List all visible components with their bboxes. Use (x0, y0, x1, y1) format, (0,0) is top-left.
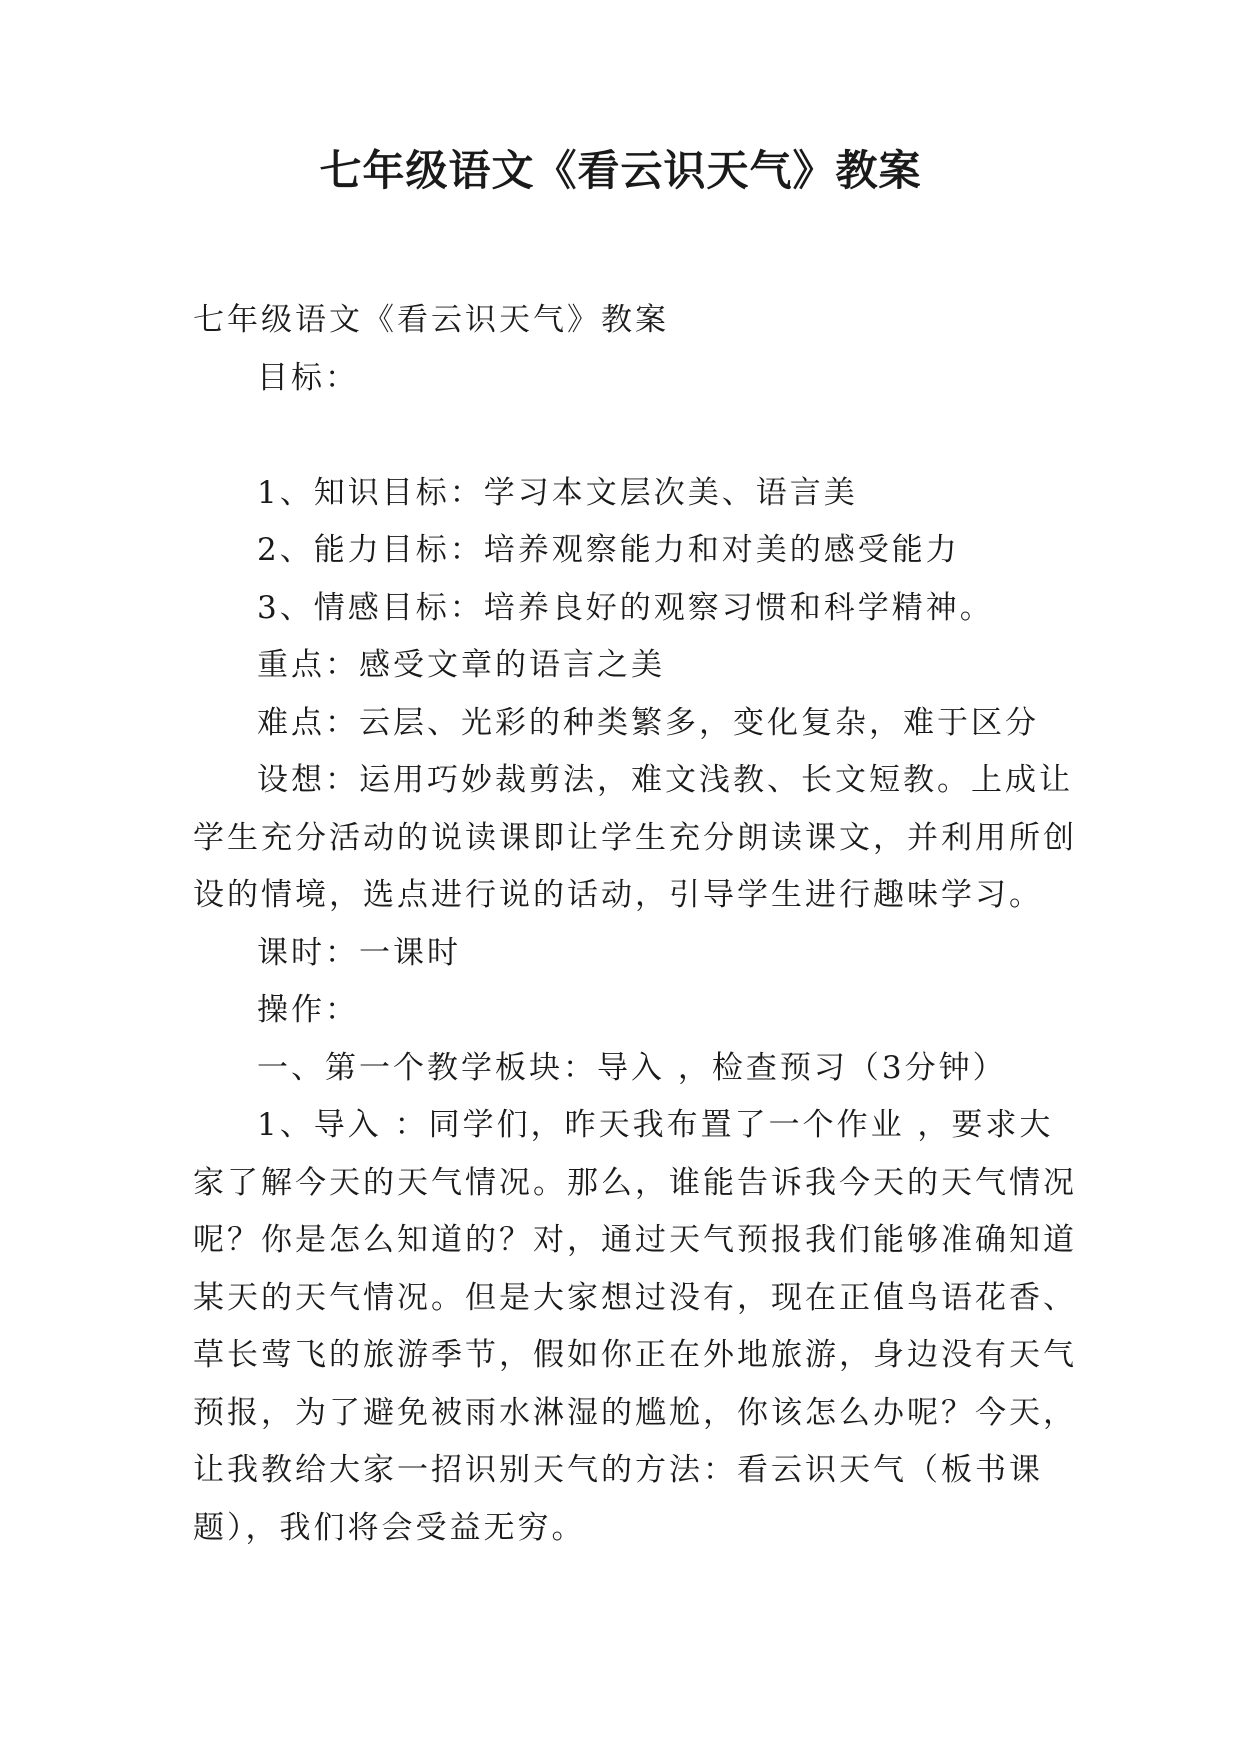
doc-line-operation: 操作： (257, 992, 359, 1028)
doc-line-goal-emotion: 3、情感目标：培养良好的观察习惯和科学精神。 (257, 589, 994, 626)
doc-line-intro-cont-4: 草长莺飞的旅游季节，假如你正在外地旅游，身边没有天气 (193, 1337, 1077, 1373)
doc-line-goal-ability: 2、能力目标：培养观察能力和对美的感受能力 (257, 532, 960, 568)
doc-line-section-one: 一、第一个教学板块：导入 ，检查预习（3分钟） (257, 1049, 1007, 1086)
document-body (193, 292, 1077, 1557)
doc-line-plan-cont-1: 学生充分活动的说读课即让学生充分朗读课文，并利用所创 (193, 819, 1077, 856)
doc-line-key-point: 重点：感受文章的语言之美 (257, 647, 665, 683)
document-title: 七年级语文《看云识天气》教案 (319, 146, 922, 195)
doc-line-intro-cont-6: 让我教给大家一招识别天气的方法：看云识天气（板书课 (193, 1452, 1043, 1488)
blank-line (193, 407, 1065, 465)
doc-line-class-hours: 课时：一课时 (257, 934, 461, 971)
doc-line-intro-cont-2: 呢？你是怎么知道的？对，通过天气预报我们能够准确知道 (193, 1222, 1077, 1258)
doc-line-goal-knowledge: 1、知识目标：学习本文层次美、语言美 (257, 474, 858, 511)
doc-line-plan-cont-2: 设的情境，选点进行说的话动，引导学生进行趣味学习。 (193, 877, 1043, 913)
doc-line-plan-start: 设想：运用巧妙裁剪法，难文浅教、长文短教。上成让 (257, 762, 1073, 798)
doc-line-intro-cont-1: 家了解今天的天气情况。那么，谁能告诉我今天的天气情况 (193, 1164, 1077, 1201)
doc-line-intro-cont-3: 某天的天气情况。但是大家想过没有，现在正值鸟语花香、 (193, 1279, 1077, 1316)
doc-line-intro-end: 题），我们将会受益无穷。 (193, 1509, 586, 1546)
doc-line-intro-cont-5: 预报，为了避免被雨水淋湿的尴尬，你该怎么办呢？今天， (193, 1394, 1077, 1431)
doc-line-intro-start: 1、导入 ：同学们，昨天我布置了一个作业 ，要求大 (257, 1107, 1054, 1143)
doc-line-difficulty: 难点：云层、光彩的种类繁多，变化复杂，难于区分 (257, 704, 1039, 741)
doc-line-subtitle: 七年级语文《看云识天气》教案 (193, 302, 669, 338)
doc-line-goals-heading: 目标： (257, 359, 359, 396)
